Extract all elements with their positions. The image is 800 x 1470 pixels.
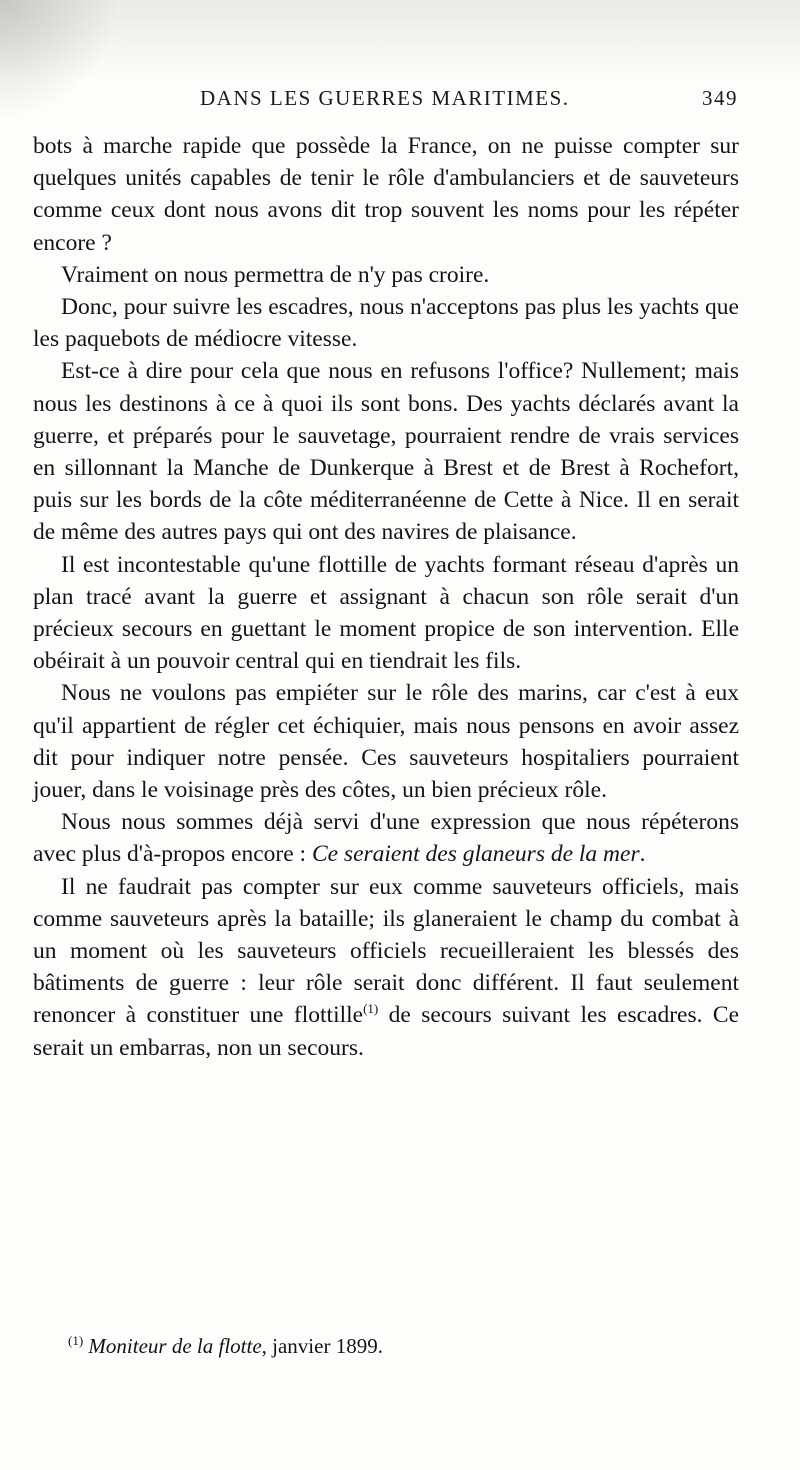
paragraph-1: bots à marche rapide que possède la France, on ne puisse compter sur quelques unités capables de tenir le rôle d'ambulanciers et de sauveteurs comme ceux dont nous avons dit trop souvent les noms pour les répéter encore ? xyxy=(33,133,739,256)
paragraph-5: Il est incontestable qu'une flottille de yachts formant réseau d'après un plan tracé avant la guerre et assignant à chacun son rôle serait d'un précieux secours en guettant le moment propice de son intervention. Elle obéirait à un pouvoir central qui en tiendrait les fils. xyxy=(33,551,739,675)
paragraph-7-end: . xyxy=(639,841,646,868)
running-title: DANS LES GUERRES MARITIMES. xyxy=(200,86,570,110)
footnote-mark: (1) xyxy=(68,1333,84,1348)
footnote xyxy=(68,1333,668,1359)
page-number: 349 xyxy=(702,86,738,110)
scan-shadow xyxy=(0,0,800,80)
paragraph-8 xyxy=(33,871,739,1064)
paragraph-8-before-note: Il ne faudrait pas compter sur eux comme sauveteurs officiels, mais comme sauveteurs après la bataille; ils glaneraient le champ du combat à un moment où les sauveteurs officiels recueilleraient les blessés des bâtiments de guerre : leur rôle serait donc différent. Il faut seulement renoncer à constituer une flottille xyxy=(33,873,739,1029)
footnote-source-title: Moniteur de la flotte xyxy=(88,1334,262,1358)
body-text xyxy=(33,130,739,1064)
paragraph-2: Vraiment on nous permettra de n'y pas croire. xyxy=(61,261,490,288)
paragraph-7 xyxy=(33,806,739,870)
paragraph-7-italic: Ce seraient des glaneurs de la mer xyxy=(311,841,640,868)
paragraph-8-after-note: de secours suivant les escadres. Ce serait un embarras, non un secours. xyxy=(33,1002,740,1061)
page-header xyxy=(200,86,738,118)
paragraph-6: Nous ne voulons pas empiéter sur le rôle des marins, car c'est à eux qu'il appartient de régler cet échiquier, mais nous pensons en avoir assez dit pour indiquer notre pensée. Ces sauveteurs hospitaliers pourraient jouer, dans le voisinage près des côtes, un bien précieux rôle. xyxy=(33,680,739,804)
paragraph-4: Est-ce à dire pour cela que nous en refusons l'office? Nullement; mais nous les destinons à ce à quoi ils sont bons. Des yachts déclarés avant la guerre, et préparés pour le sauvetage, pourraient rendre de vrais services en sillonnant la Manche de Dunkerque à Brest et de Brest à Rochefort, puis sur les bords de la côte méditerranéenne de Cette à Nice. Il en serait de même des autres pays qui ont des navires de plaisance. xyxy=(33,358,739,546)
scan-corner-shadow xyxy=(0,0,120,120)
paragraph-3: Donc, pour suivre les escadres, nous n'acceptons pas plus les yachts que les paquebots de médiocre vitesse. xyxy=(33,294,739,353)
paragraph-7-text: Nous nous sommes déjà servi d'une expression que nous répéterons avec plus d'à-propos encore : xyxy=(33,809,739,868)
footnote-reference[interactable]: (1) xyxy=(363,1001,379,1017)
footnote-date: , janvier 1899. xyxy=(261,1334,383,1358)
